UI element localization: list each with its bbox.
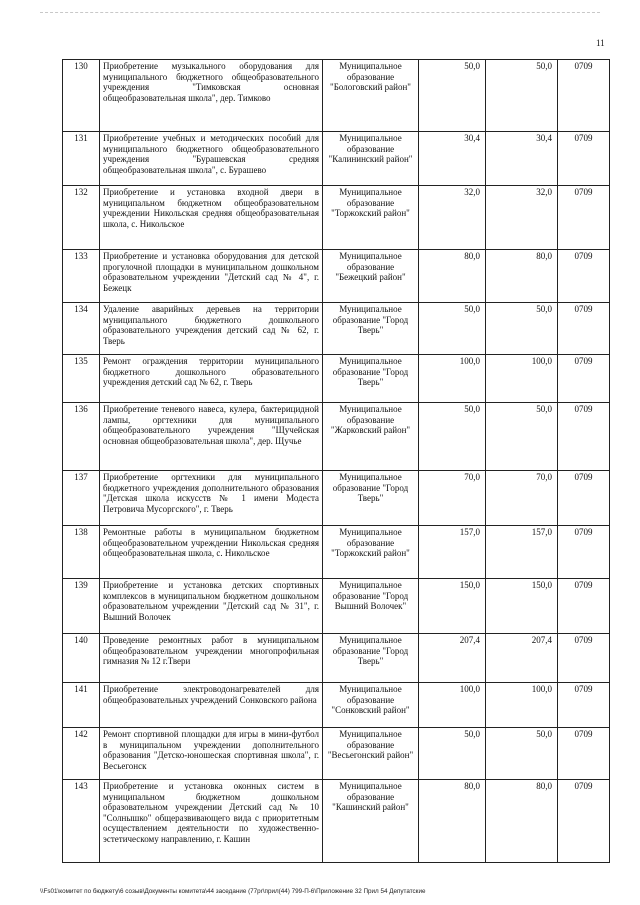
row-municipality: Муниципальное образование "Торжокский район" bbox=[323, 186, 419, 250]
row-budget-code: 0709 bbox=[558, 526, 610, 579]
row-number: 135 bbox=[63, 355, 100, 403]
row-number: 141 bbox=[63, 683, 100, 728]
file-path-footer: \\Fs01\комитет по бюджету\6 созыв\Документы комитета\44 заседание (77pr\прил(44) 799-П-6\Приложение 32 Прил 54 Депутатские bbox=[40, 888, 426, 895]
allocations-table bbox=[62, 59, 610, 863]
table-row bbox=[63, 780, 610, 863]
row-description: Приобретение и установка оконных систем в муниципальном бюджетном дошкольном образовательном учреждении Детский сад № 10 "Солнышко" общеразвивающего вида с приоритетным осуществлением деятельности по художественно-эстетическому направлению, г. Кашин bbox=[100, 780, 323, 863]
row-amount: 50,0 bbox=[419, 403, 486, 471]
table-row bbox=[63, 250, 610, 303]
row-number: 134 bbox=[63, 303, 100, 355]
row-municipality: Муниципальное образование "Город Тверь" bbox=[323, 471, 419, 526]
row-amount-total: 30,4 bbox=[486, 132, 558, 186]
row-municipality: Муниципальное образование "Город Тверь" bbox=[323, 303, 419, 355]
row-description: Ремонтные работы в муниципальном бюджетном общеобразовательном учреждении Никольская средняя общеобразовательная школа, с. Никольское bbox=[100, 526, 323, 579]
row-description: Приобретение и установка входной двери в муниципальном бюджетном общеобразовательном учреждении Никольская средняя общеобразовательная школа, с. Никольское bbox=[100, 186, 323, 250]
row-amount: 150,0 bbox=[419, 579, 486, 634]
row-municipality: Муниципальное образование "Торжокский район" bbox=[323, 526, 419, 579]
table-row bbox=[63, 60, 610, 132]
row-description: Приобретение учебных и методических пособий для муниципального бюджетного общеобразовательного учреждения "Бурашевская средняя общеобразовательная школа", с. Бурашево bbox=[100, 132, 323, 186]
row-description: Удаление аварийных деревьев на территории муниципального бюджетного дошкольного образовательного учреждения детский сад № 62, г. Тверь bbox=[100, 303, 323, 355]
row-budget-code: 0709 bbox=[558, 728, 610, 780]
row-number: 132 bbox=[63, 186, 100, 250]
page-number: 11 bbox=[596, 38, 605, 48]
row-amount: 50,0 bbox=[419, 303, 486, 355]
row-municipality: Муниципальное образование "Бологовский район" bbox=[323, 60, 419, 132]
table-row bbox=[63, 683, 610, 728]
row-description: Приобретение теневого навеса, кулера, бактерицидной лампы, оргтехники для муниципального общеобразовательного учреждения "Щучейская основная общеобразовательная школа", дер. Щучье bbox=[100, 403, 323, 471]
row-description: Приобретение оргтехники для муниципального бюджетного учреждения дополнительного образования "Детская школа искусств № 1 имени Модеста Петровича Мусоргского", г. Тверь bbox=[100, 471, 323, 526]
row-amount-total: 50,0 bbox=[486, 60, 558, 132]
row-budget-code: 0709 bbox=[558, 634, 610, 683]
row-budget-code: 0709 bbox=[558, 683, 610, 728]
row-number: 137 bbox=[63, 471, 100, 526]
row-municipality: Муниципальное образование "Город Вышний Волочек" bbox=[323, 579, 419, 634]
row-amount-total: 32,0 bbox=[486, 186, 558, 250]
row-description: Приобретение и установка оборудования для детской прогулочной площадки в муниципальном дошкольном образовательном учреждении "Детский сад № 4", г. Бежецк bbox=[100, 250, 323, 303]
row-amount-total: 207,4 bbox=[486, 634, 558, 683]
table-row bbox=[63, 526, 610, 579]
table-row bbox=[63, 355, 610, 403]
row-budget-code: 0709 bbox=[558, 250, 610, 303]
row-municipality: Муниципальное образование "Весьегонский район" bbox=[323, 728, 419, 780]
row-budget-code: 0709 bbox=[558, 579, 610, 634]
row-amount-total: 70,0 bbox=[486, 471, 558, 526]
table-row bbox=[63, 403, 610, 471]
row-amount: 80,0 bbox=[419, 250, 486, 303]
row-amount: 32,0 bbox=[419, 186, 486, 250]
row-amount: 207,4 bbox=[419, 634, 486, 683]
table-row bbox=[63, 132, 610, 186]
row-municipality: Муниципальное образование "Жарковский район" bbox=[323, 403, 419, 471]
row-amount-total: 80,0 bbox=[486, 780, 558, 863]
row-amount: 157,0 bbox=[419, 526, 486, 579]
table-row bbox=[63, 471, 610, 526]
row-amount-total: 50,0 bbox=[486, 303, 558, 355]
row-budget-code: 0709 bbox=[558, 60, 610, 132]
row-amount: 80,0 bbox=[419, 780, 486, 863]
row-municipality: Муниципальное образование "Бежецкий район" bbox=[323, 250, 419, 303]
row-budget-code: 0709 bbox=[558, 303, 610, 355]
row-description: Проведение ремонтных работ в муниципальном общеобразовательном учреждении многопрофильная гимназия № 12 г.Твери bbox=[100, 634, 323, 683]
row-amount: 100,0 bbox=[419, 683, 486, 728]
row-number: 131 bbox=[63, 132, 100, 186]
row-amount-total: 100,0 bbox=[486, 683, 558, 728]
row-description: Приобретение и установка детских спортивных комплексов в муниципальном бюджетном дошкольном образовательном учреждении "Детский сад № 31", г. Вышний Волочек bbox=[100, 579, 323, 634]
row-description: Приобретение электроводонагревателей для общеобразовательных учреждений Сонковского района bbox=[100, 683, 323, 728]
row-budget-code: 0709 bbox=[558, 403, 610, 471]
row-amount: 70,0 bbox=[419, 471, 486, 526]
row-description: Приобретение музыкального оборудования для муниципального бюджетного общеобразовательного учреждения "Тимковская основная общеобразовательная школа", дер. Тимково bbox=[100, 60, 323, 132]
row-municipality: Муниципальное образование "Город Тверь" bbox=[323, 355, 419, 403]
row-budget-code: 0709 bbox=[558, 355, 610, 403]
row-amount-total: 100,0 bbox=[486, 355, 558, 403]
row-municipality: Муниципальное образование "Сонковский район" bbox=[323, 683, 419, 728]
row-number: 140 bbox=[63, 634, 100, 683]
row-description: Ремонт спортивной площадки для игры в мини-футбол в муниципальном учреждении дополнительного образования "Детско-юношеская спортивная школа", г. Весьегонск bbox=[100, 728, 323, 780]
table-row bbox=[63, 579, 610, 634]
row-amount: 100,0 bbox=[419, 355, 486, 403]
top-scan-line bbox=[40, 12, 600, 13]
row-amount-total: 157,0 bbox=[486, 526, 558, 579]
row-number: 133 bbox=[63, 250, 100, 303]
row-amount-total: 80,0 bbox=[486, 250, 558, 303]
row-budget-code: 0709 bbox=[558, 132, 610, 186]
row-budget-code: 0709 bbox=[558, 186, 610, 250]
row-amount-total: 50,0 bbox=[486, 728, 558, 780]
row-number: 142 bbox=[63, 728, 100, 780]
table-row bbox=[63, 634, 610, 683]
table-row bbox=[63, 303, 610, 355]
row-municipality: Муниципальное образование "Город Тверь" bbox=[323, 634, 419, 683]
row-amount-total: 50,0 bbox=[486, 403, 558, 471]
row-amount: 30,4 bbox=[419, 132, 486, 186]
row-number: 130 bbox=[63, 60, 100, 132]
row-amount: 50,0 bbox=[419, 60, 486, 132]
row-number: 136 bbox=[63, 403, 100, 471]
row-number: 138 bbox=[63, 526, 100, 579]
row-amount: 50,0 bbox=[419, 728, 486, 780]
row-number: 139 bbox=[63, 579, 100, 634]
row-number: 143 bbox=[63, 780, 100, 863]
table-row bbox=[63, 186, 610, 250]
row-budget-code: 0709 bbox=[558, 780, 610, 863]
row-municipality: Муниципальное образование "Кашинский район" bbox=[323, 780, 419, 863]
row-budget-code: 0709 bbox=[558, 471, 610, 526]
row-municipality: Муниципальное образование "Калининский район" bbox=[323, 132, 419, 186]
table-row bbox=[63, 728, 610, 780]
row-amount-total: 150,0 bbox=[486, 579, 558, 634]
row-description: Ремонт ограждения территории муниципального бюджетного дошкольного образовательного учреждения детский сад № 62, г. Тверь bbox=[100, 355, 323, 403]
